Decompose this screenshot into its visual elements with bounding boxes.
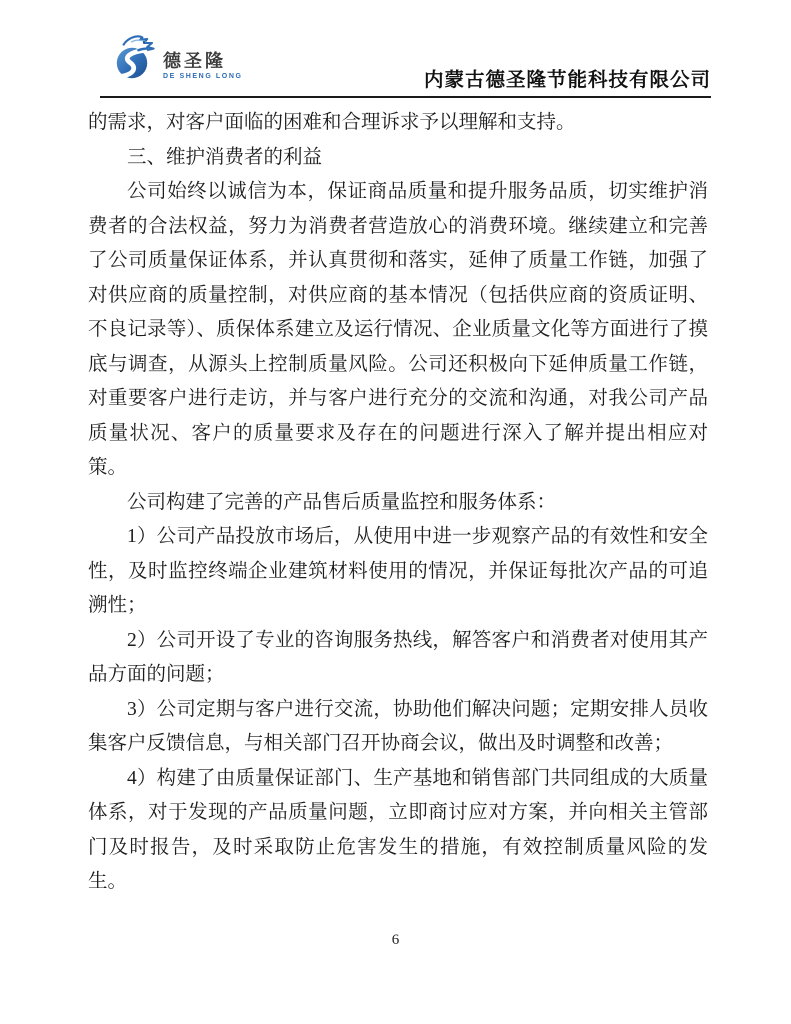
paragraph: 公司始终以诚信为本，保证商品质量和提升服务品质，切实维护消费者的合法权益，努力为消费者营造放心的消费环境。继续建立和完善了公司质量保证体系，并认真贯彻和落实，延伸了质量工作链，加强了对供应商的质量控制，对供应商的基本情况（包括供应商的资质证明、不良记录等）、质保体系建立及运行情况、企业质量文化等方面进行了摸底与调查，从源头上控制质量风险。公司还积极向下延伸质量工作链，对重要客户进行走访，并与客户进行充分的交流和沟通，对我公司产品质量状况、客户的质量要求及存在的问题进行深入了解并提出相应对策。 <box>88 181 708 478</box>
paragraph: 1）公司产品投放市场后，从使用中进一步观察产品的有效性和安全性，及时监控终端企业建筑材料使用的情况，并保证每批次产品的可追溯性； <box>88 526 708 616</box>
paragraph: 3）公司定期与客户进行交流，协助他们解决问题；定期安排人员收集客户反馈信息，与相关部门召开协商会议，做出及时调整和改善； <box>88 698 708 754</box>
logo-name-cn: 德圣隆 <box>163 51 226 71</box>
page-footer <box>0 932 791 949</box>
document-body <box>88 106 708 900</box>
paragraph: 三、维护消费者的利益 <box>127 146 323 168</box>
company-name: 内蒙古德圣隆节能科技有限公司 <box>423 70 711 91</box>
page-header <box>100 30 711 98</box>
paragraph: 2）公司开设了专业的咨询服务热线，解答客户和消费者对使用其产品方面的问题； <box>88 629 708 685</box>
paragraph: 公司构建了完善的产品售后质量监控和服务体系： <box>127 491 557 513</box>
company-logo <box>112 32 243 86</box>
logo-wordmark <box>163 52 243 80</box>
paragraph: 4）构建了由质量保证部门、生产基地和销售部门共同组成的大质量体系，对于发现的产品质量问题，立即商讨应对方案，并向相关主管部门及时报告，及时采取防止危害发生的措施，有效控制质量风险的发生。 <box>88 767 708 892</box>
paragraph: 的需求，对客户面临的困难和合理诉求予以理解和支持。 <box>88 112 576 133</box>
dragon-logo-icon <box>112 32 160 86</box>
page-number: 6 <box>391 932 400 948</box>
logo-name-en: DE SHENG LONG <box>163 73 243 80</box>
